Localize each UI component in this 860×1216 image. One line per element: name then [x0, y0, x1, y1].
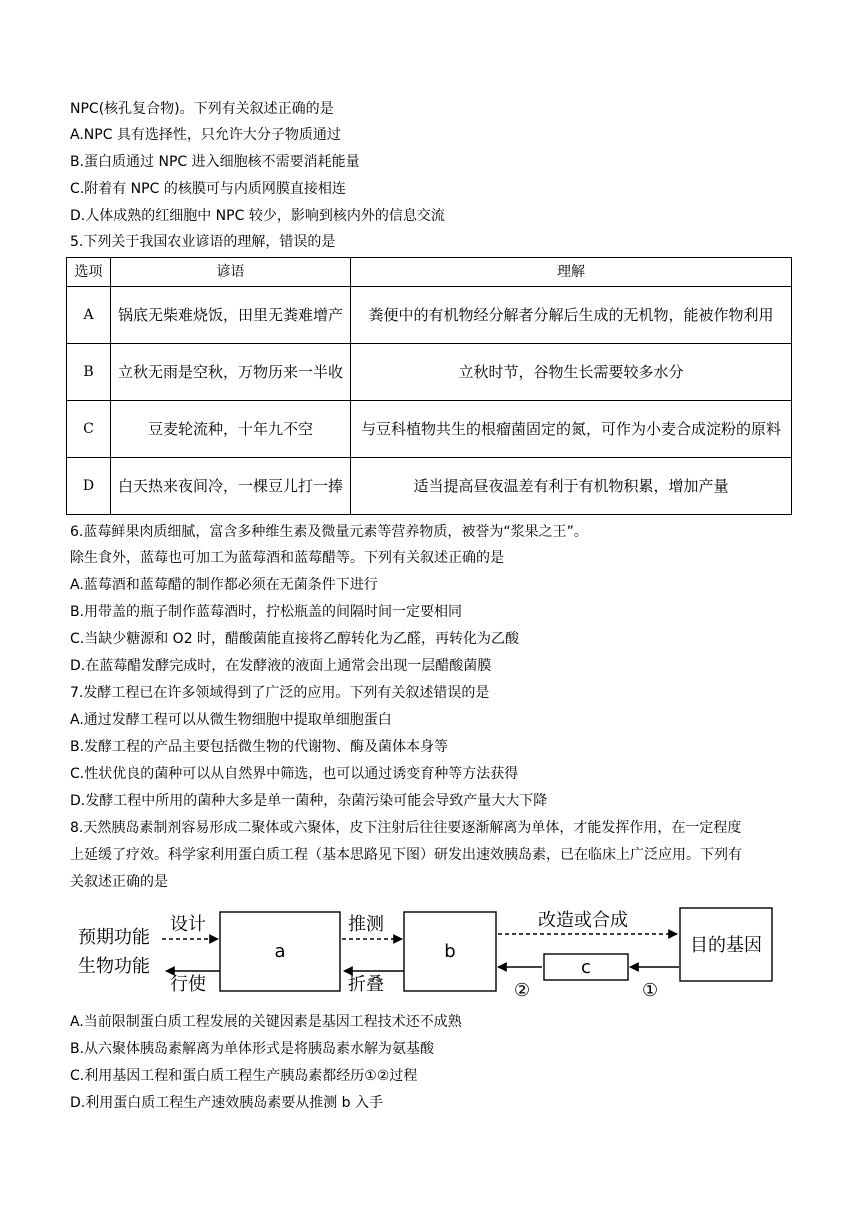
table-row [67, 401, 792, 458]
q4-option-a: A.NPC 具有选择性，只允许大分子物质通过 [70, 127, 341, 143]
row-option: A [67, 287, 111, 344]
table-row [67, 287, 792, 344]
row-meaning: 适当提高昼夜温差有利于有机物积累，增加产量 [351, 458, 792, 515]
row-meaning: 粪便中的有机物经分解者分解后生成的无机物，能被作物利用 [351, 287, 792, 344]
row-option: C [67, 401, 111, 458]
table-row [67, 344, 792, 401]
header-option: 选项 [67, 258, 111, 287]
q5-stem: 5.下列关于我国农业谚语的理解，错误的是 [70, 234, 336, 250]
q4-option-c: C.附着有 NPC 的核膜可与内质网膜直接相连 [70, 181, 346, 197]
q8-option-a: A.当前限制蛋白质工程发展的关键因素是基因工程技术还不成熟 [70, 1014, 462, 1030]
q4-option-d: D.人体成熟的红细胞中 NPC 较少，影响到核内外的信息交流 [70, 208, 445, 224]
row-saying: 锅底无柴难烧饭，田里无粪难增产 [111, 287, 351, 344]
q8-option-c: C.利用基因工程和蛋白质工程生产胰岛素都经历①②过程 [70, 1068, 418, 1084]
q7-option-a: A.通过发酵工程可以从微生物细胞中提取单细胞蛋白 [70, 712, 392, 728]
label-infer: 推测 [348, 914, 384, 935]
q7-stem: 7.发酵工程已在许多领域得到了广泛的应用。下列有关叙述错误的是 [70, 685, 490, 701]
label-expected-function: 预期功能 [78, 927, 150, 948]
label-perform: 行使 [170, 974, 206, 995]
label-design: 设计 [170, 914, 206, 935]
q5-table [66, 257, 792, 515]
label-modify: 改造或合成 [538, 910, 628, 931]
box-c-label: c [581, 957, 591, 978]
header-meaning: 理解 [351, 258, 792, 287]
box-b-label: b [444, 941, 456, 962]
q8-option-b: B.从六聚体胰岛素解离为单体形式是将胰岛素水解为氨基酸 [70, 1041, 435, 1057]
q8-option-d: D.利用蛋白质工程生产速效胰岛素要从推测 b 入手 [70, 1095, 384, 1111]
label-bio-function: 生物功能 [78, 956, 150, 977]
row-saying: 白天热来夜间冷，一棵豆儿打一捧 [111, 458, 351, 515]
q8-stem-line3: 关叙述正确的是 [70, 874, 168, 890]
q4-stem: NPC(核孔复合物)。下列有关叙述正确的是 [70, 101, 334, 117]
protein-engineering-diagram [70, 906, 790, 1006]
label-step1: ① [642, 980, 659, 1001]
q7-option-b: B.发酵工程的产品主要包括微生物的代谢物、酶及菌体本身等 [70, 739, 449, 755]
q8-stem-line2: 上延缓了疗效。科学家利用蛋白质工程（基本思路见下图）研发出速效胰岛素，已在临床上广泛应用。下列有 [70, 847, 742, 863]
q6-option-a: A.蓝莓酒和蓝莓醋的制作都必须在无菌条件下进行 [70, 577, 378, 593]
row-option: B [67, 344, 111, 401]
box-a-label: a [274, 941, 286, 962]
q4-option-b: B.蛋白质通过 NPC 进入细胞核不需要消耗能量 [70, 154, 360, 170]
q7-option-d: D.发酵工程中所用的菌种大多是单一菌种，杂菌污染可能会导致产量大大下降 [70, 793, 548, 809]
q7-option-c: C.性状优良的菌种可以从自然界中筛选，也可以通过诱变育种等方法获得 [70, 766, 519, 782]
row-saying: 豆麦轮流种，十年九不空 [111, 401, 351, 458]
q6-stem-line1: 6.蓝莓鲜果肉质细腻，富含多种维生素及微量元素等营养物质，被誉为“浆果之王”。 [70, 524, 588, 540]
table-header-row [67, 258, 792, 287]
row-option: D [67, 458, 111, 515]
row-saying: 立秋无雨是空秋，万物历来一半收 [111, 344, 351, 401]
q6-stem-line2: 除生食外，蓝莓也可加工为蓝莓酒和蓝莓醋等。下列有关叙述正确的是 [70, 550, 504, 566]
row-meaning: 立秋时节，谷物生长需要较多水分 [351, 344, 792, 401]
row-meaning: 与豆科植物共生的根瘤菌固定的氮，可作为小麦合成淀粉的原料 [351, 401, 792, 458]
table-row [67, 458, 792, 515]
label-fold: 折叠 [348, 974, 384, 995]
target-gene-label: 目的基因 [690, 935, 762, 956]
q6-option-b: B.用带盖的瓶子制作蓝莓酒时，拧松瓶盖的间隔时间一定要相同 [70, 604, 463, 620]
q6-option-c: C.当缺少糖源和 O2 时，醋酸菌能直接将乙醇转化为乙醛，再转化为乙酸 [70, 631, 520, 647]
q8-stem-line1: 8.天然胰岛素制剂容易形成二聚体或六聚体，皮下注射后往往要逐渐解离为单体，才能发挥作用，在一定程度 [70, 820, 742, 836]
header-saying: 谚语 [111, 258, 351, 287]
q6-option-d: D.在蓝莓醋发酵完成时，在发酵液的液面上通常会出现一层醋酸菌膜 [70, 658, 492, 674]
label-step2: ② [514, 980, 531, 1001]
